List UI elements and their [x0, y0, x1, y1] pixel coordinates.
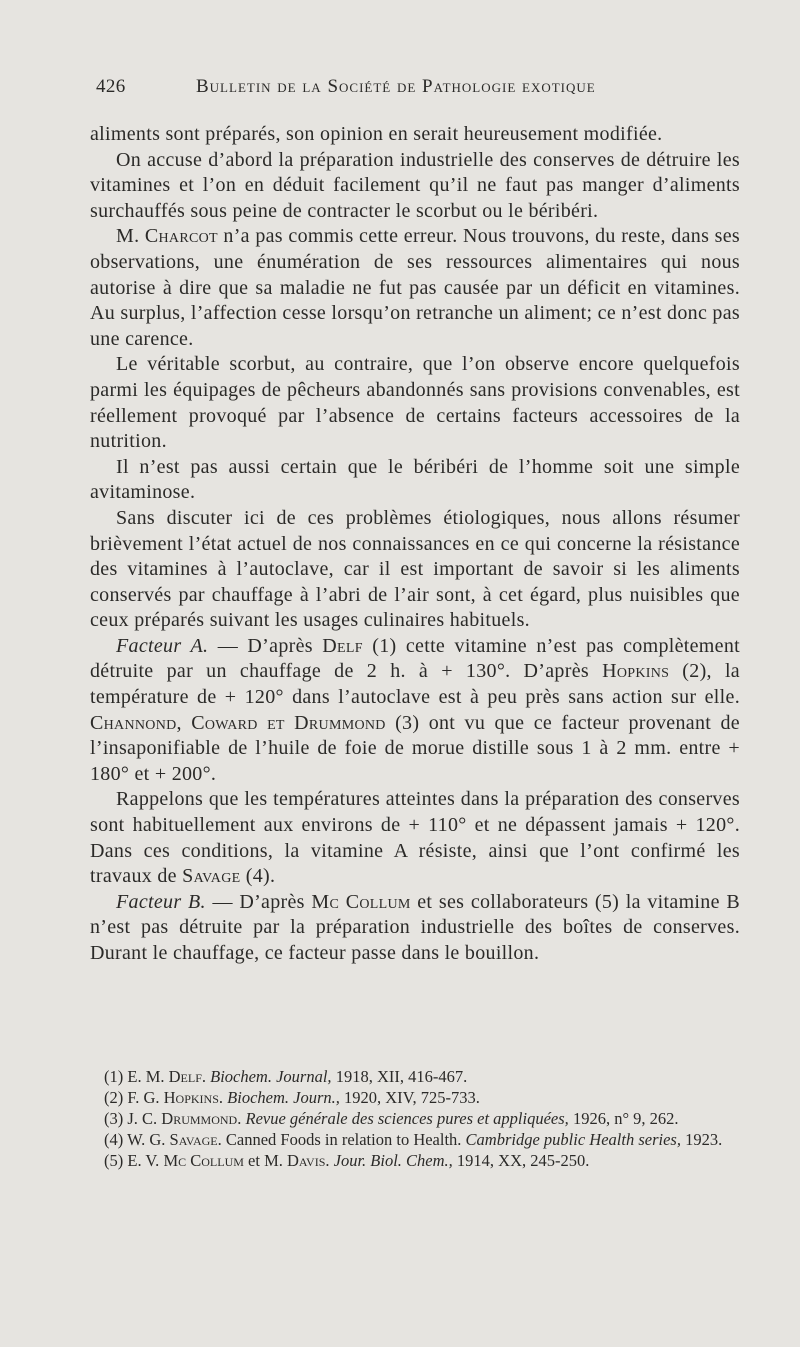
fn-author: Savage: [169, 1130, 218, 1149]
footnotes: [90, 1066, 740, 1171]
fn-journal: Biochem. Journal,: [210, 1067, 332, 1086]
p9-text-a: — D’après: [205, 890, 312, 913]
fn-journal: Jour. Biol. Chem.,: [333, 1151, 453, 1170]
footnote-5: (5) E. V. Mc Collum et M. Davis. Jour. Biol. Chem., 1914, XX, 245-250.: [104, 1151, 590, 1170]
paragraph-5: Il n’est pas aussi certain que le béribéri de l’homme soit une simple avitaminose.: [90, 455, 740, 504]
author-name: Savage: [182, 865, 241, 888]
fn-num: (2) F. G.: [104, 1088, 164, 1107]
fn-journal: Cambridge public Health series,: [465, 1130, 681, 1149]
fn-num: (1) E. M.: [104, 1067, 169, 1086]
page-header: [96, 76, 746, 98]
paragraph-4: Le véritable scorbut, au contraire, que l’on observe encore quelquefois parmi les équipages de pêcheurs abandonnés sans provisions convenables, est réellement provoqué par l’absence de certains facteurs accessoires de la nutrition.: [90, 353, 740, 453]
fn-mid: et M.: [243, 1151, 287, 1170]
fn-author: Drummond: [161, 1109, 238, 1128]
paragraph-8: [90, 787, 740, 889]
footnote-1: (1) E. M. Delf. Biochem. Journal, 1918, XII, 416-467.: [104, 1067, 468, 1086]
fn-author: Mc Collum: [163, 1151, 244, 1170]
footnote-2: (2) F. G. Hopkins. Biochem. Journ., 1920, XIV, 725-733.: [104, 1088, 480, 1107]
fn-rest: 1918, XII, 416-467.: [331, 1067, 468, 1086]
paragraph-3: [90, 224, 740, 352]
author-name: M. Charcot: [116, 225, 218, 248]
fn-rest: 1920, XIV, 725-733.: [339, 1088, 480, 1107]
running-title: Bulletin de la Société de Pathologie exotique: [196, 76, 596, 97]
author-name: Delf: [322, 634, 363, 657]
paragraph-7: [90, 634, 740, 788]
paragraph-2: On accuse d’abord la préparation industrielle des conserves de détruire les vitamines et l’on en déduit facilement qu’il ne faut pas manger d’aliments surchauffés sous peine de contracter le scorbut ou le béribéri.: [90, 148, 740, 222]
paragraph-6: Sans discuter ici de ces problèmes étiologiques, nous allons résumer brièvement l’état actuel de nos connaissances en ce qui concerne la résistance des vitamines à l’autoclave, car il est important de savoir si les aliments conservés par chauffage à l’abri de l’air sont, à cet égard, plus nuisibles que ceux préparés suivant les usages culinaires habituels.: [90, 506, 740, 632]
fn-journal: Revue générale des sciences pures et appliquées,: [245, 1109, 569, 1128]
footnote-4: [90, 1129, 740, 1150]
fn-rest: 1923.: [680, 1130, 723, 1149]
p7-text-b: (1) cette vitamine n’est pas complètement détruite par un chauffage de 2 h. à + 130°. D’après: [90, 634, 740, 683]
author-name: Hopkins: [602, 660, 670, 683]
section-label-b: Facteur B.: [116, 890, 206, 913]
fn-num: (3) J. C.: [104, 1109, 162, 1128]
fn-num: (5) E. V.: [104, 1151, 164, 1170]
page-number: 426: [96, 76, 126, 97]
fn-rest: 1926, n° 9, 262.: [568, 1109, 679, 1128]
fn-author: Delf: [168, 1067, 202, 1086]
fn-author: Hopkins: [163, 1088, 219, 1107]
p7-text-c: (2), la température de + 120° dans l’autoclave est à peu près sans action sur elle.: [90, 660, 740, 709]
p8-text-b: (4).: [240, 865, 276, 888]
author-names: Channond, Coward et Drummond: [90, 711, 386, 734]
p7-text-a: — D’après: [208, 634, 323, 657]
p8-text-a: Rappelons que les températures atteintes dans la préparation des conserves sont habituellement aux environs de + 110° et ne dépassent jamais + 120°. Dans ces conditions, la vitamine A résiste, ainsi que l’ont confirmé les travaux de: [90, 788, 740, 888]
fn-author: Davis: [287, 1151, 326, 1170]
section-label-a: Facteur A.: [116, 634, 209, 657]
fn-title: . Canned Foods in relation to Health.: [217, 1130, 466, 1149]
p9-text-b: et ses collaborateurs (5) la vitamine B n’est pas détruite par la préparation industrielle des boîtes de conserves. Durant le chauffage, ce facteur passe dans le bouillon.: [90, 890, 741, 964]
fn-journal: Biochem. Journ.,: [227, 1088, 340, 1107]
main-text: [90, 122, 740, 967]
fn-num: (4) W. G.: [104, 1130, 170, 1149]
footnote-3: (3) J. C. Drummond. Revue générale des sciences pures et appliquées, 1926, n° 9, 262.: [104, 1109, 679, 1128]
author-name: Mc Collum: [311, 890, 411, 913]
p7-text-d: (3) ont vu que ce facteur provenant de l’insaponifiable de l’huile de foie de morue distille sous 1 à 2 mm. entre + 180° et + 200°.: [90, 711, 740, 785]
paragraph-9: [90, 890, 740, 967]
paragraph-1: aliments sont préparés, son opinion en serait heureusement modifiée.: [90, 123, 663, 145]
paragraph-3-text: n’a pas commis cette erreur. Nous trouvons, du reste, dans ses observations, une énumération de ses ressources alimentaires qui nous autorise à dire que sa maladie ne fut pas causée par un déficit en vitamines. Au surplus, l’affection cesse lorsqu’on retranche un aliment; ce n’est donc pas une carence.: [90, 225, 740, 350]
fn-rest: 1914, XX, 245-250.: [452, 1151, 590, 1170]
